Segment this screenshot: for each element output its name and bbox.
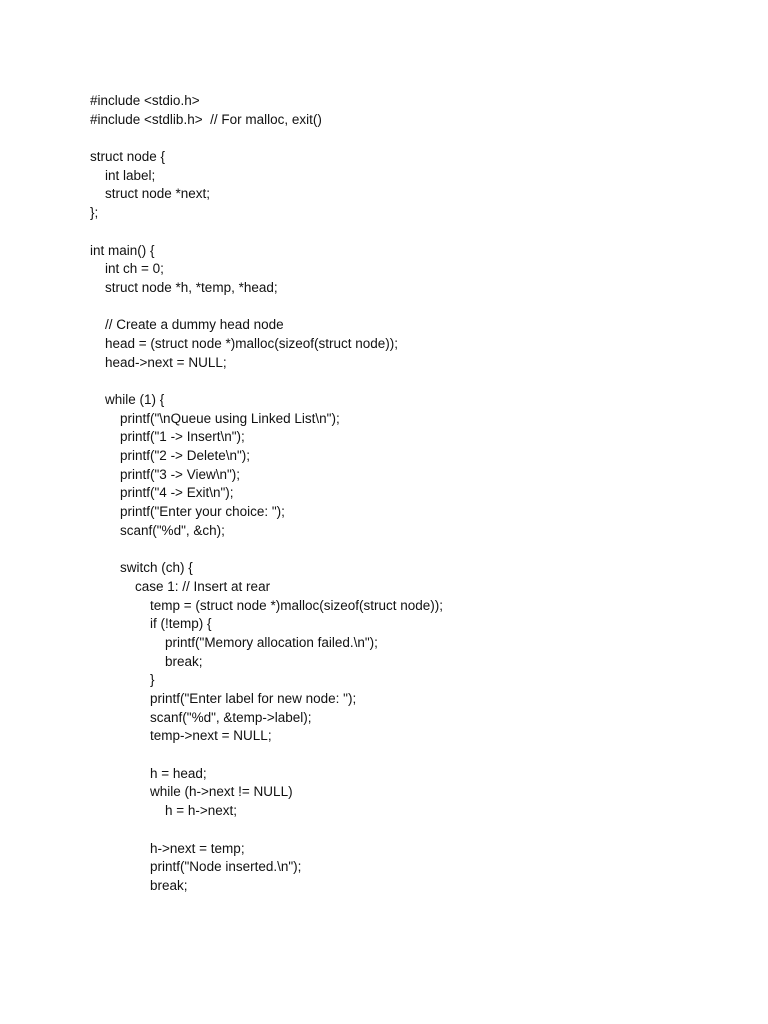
- code-line: printf("\nQueue using Linked List\n");: [90, 410, 340, 426]
- code-line: switch (ch) {: [90, 560, 193, 576]
- code-line: while (h->next != NULL): [90, 784, 293, 800]
- code-line: temp = (struct node *)malloc(sizeof(struct node));: [90, 597, 443, 613]
- code-line: [90, 372, 730, 391]
- code-line: struct node {: [90, 149, 166, 165]
- code-line: case 1: // Insert at rear: [90, 578, 271, 594]
- code-line: h->next = temp;: [90, 840, 245, 856]
- code-line: [90, 821, 730, 840]
- code-line: int label;: [90, 167, 156, 183]
- code-line: [90, 223, 730, 242]
- code-line: while (1) {: [90, 392, 165, 407]
- code-line: scanf("%d", &temp->label);: [90, 709, 312, 725]
- code-line: // Create a dummy head node: [90, 317, 284, 333]
- code-line: struct node *h, *temp, *head;: [90, 279, 278, 295]
- code-line: printf("3 -> View\n");: [90, 466, 241, 482]
- code-line: [90, 129, 730, 148]
- code-line: printf("Enter your choice: ");: [90, 504, 285, 520]
- code-line: printf("Node inserted.\n");: [90, 859, 302, 875]
- code-line: int main() {: [90, 242, 155, 258]
- code-line: };: [90, 205, 99, 221]
- code-line: h = h->next;: [90, 803, 238, 819]
- code-line: int ch = 0;: [90, 261, 164, 277]
- code-line: head->next = NULL;: [90, 354, 227, 370]
- code-line: struct node *next;: [90, 186, 211, 202]
- code-listing: [90, 92, 730, 896]
- code-line: scanf("%d", &ch);: [90, 522, 225, 538]
- code-line: break;: [90, 653, 203, 669]
- code-line: [90, 541, 730, 560]
- code-line: #include <stdlib.h> // For malloc, exit(): [90, 111, 322, 127]
- code-line: }: [90, 672, 155, 688]
- code-line: break;: [90, 877, 188, 893]
- code-line: #include <stdio.h>: [90, 93, 200, 108]
- code-line: h = head;: [90, 765, 207, 781]
- code-line: printf("Memory allocation failed.\n");: [90, 634, 378, 650]
- code-line: head = (struct node *)malloc(sizeof(struct node));: [90, 335, 399, 351]
- code-line: if (!temp) {: [90, 616, 212, 632]
- code-line: printf("Enter label for new node: ");: [90, 691, 357, 706]
- code-line: printf("2 -> Delete\n");: [90, 448, 251, 464]
- code-line: printf("1 -> Insert\n");: [90, 429, 245, 445]
- code-line: [90, 298, 730, 317]
- code-line: temp->next = NULL;: [90, 728, 272, 744]
- code-line: printf("4 -> Exit\n");: [90, 485, 234, 501]
- code-line: [90, 746, 730, 765]
